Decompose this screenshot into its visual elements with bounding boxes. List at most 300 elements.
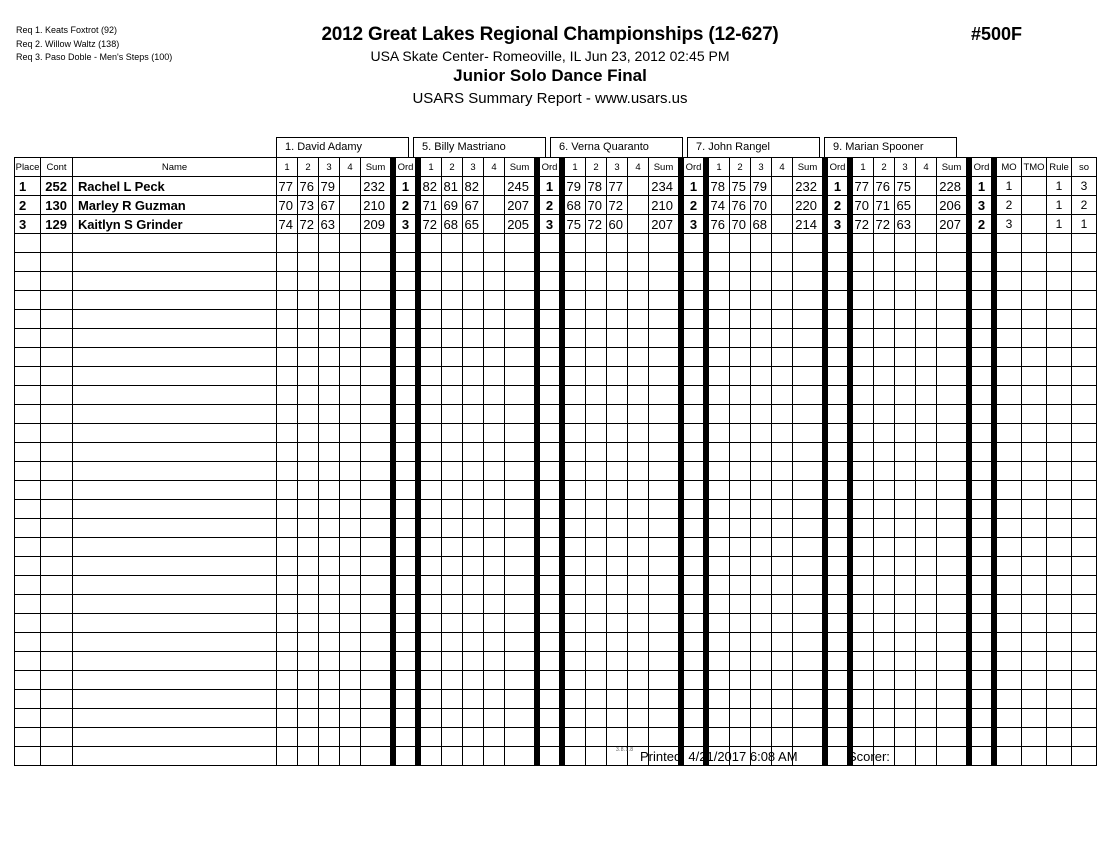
cell-empty: [463, 519, 484, 538]
cell-empty: [442, 234, 463, 253]
cell-empty: [751, 367, 772, 386]
cell-empty: [649, 310, 679, 329]
cell-empty: [340, 234, 361, 253]
cell-judge4-ord: 1: [828, 177, 848, 196]
cell-empty: [15, 405, 41, 424]
cell-empty: [772, 633, 793, 652]
table-row-empty: [15, 652, 1097, 671]
cell-empty: [1072, 595, 1097, 614]
cell-empty: [565, 424, 586, 443]
cell-empty: [442, 386, 463, 405]
cell-empty: [895, 728, 916, 747]
cell-empty: [505, 671, 535, 690]
table-row-empty: [15, 633, 1097, 652]
cell-empty: [298, 481, 319, 500]
cell-empty: [649, 652, 679, 671]
cell-empty: [828, 690, 848, 709]
cell-judge5-score2: 72: [874, 215, 895, 234]
cell-empty: [340, 405, 361, 424]
cell-empty: [298, 690, 319, 709]
cell-empty: [649, 633, 679, 652]
cell-empty: [997, 557, 1022, 576]
cell-empty: [319, 728, 340, 747]
cell-empty: [628, 443, 649, 462]
judge-name-band: [14, 137, 1044, 158]
cell-judge5-ord: 3: [972, 196, 992, 215]
cell-empty: [628, 234, 649, 253]
cell-empty: [853, 253, 874, 272]
cell-empty: [586, 462, 607, 481]
table-row-empty: [15, 272, 1097, 291]
cell-empty: [361, 405, 391, 424]
cell-empty: [540, 443, 560, 462]
cell-judge5-score4: [916, 215, 937, 234]
cell-empty: [853, 614, 874, 633]
cell-empty: [586, 576, 607, 595]
cell-empty: [997, 348, 1022, 367]
cell-empty: [895, 690, 916, 709]
cell-empty: [15, 671, 41, 690]
cell-empty: [442, 614, 463, 633]
cell-empty: [895, 747, 916, 766]
cell-empty: [505, 348, 535, 367]
cell-empty: [540, 253, 560, 272]
cell-judge3-score2: 70: [586, 196, 607, 215]
cell-empty: [73, 671, 277, 690]
cell-empty: [484, 500, 505, 519]
cell-judge3-score3: 77: [607, 177, 628, 196]
cell-empty: [793, 728, 823, 747]
cell-empty: [505, 576, 535, 595]
column-header-judge3-score3: 3: [607, 158, 628, 177]
cell-empty: [361, 424, 391, 443]
cell-empty: [396, 348, 416, 367]
cell-empty: [916, 234, 937, 253]
cell-empty: [41, 329, 73, 348]
cell-empty: [972, 595, 992, 614]
cell-empty: [298, 671, 319, 690]
cell-empty: [421, 367, 442, 386]
column-header-judge5-sum: Sum: [937, 158, 967, 177]
cell-empty: [319, 500, 340, 519]
cell-empty: [540, 652, 560, 671]
cell-empty: [565, 367, 586, 386]
cell-empty: [972, 272, 992, 291]
cell-empty: [874, 652, 895, 671]
cell-empty: [709, 424, 730, 443]
cell-judge3-score2: 72: [586, 215, 607, 234]
cell-empty: [895, 405, 916, 424]
cell-empty: [828, 405, 848, 424]
cell-empty: [442, 424, 463, 443]
cell-empty: [751, 462, 772, 481]
cell-empty: [607, 500, 628, 519]
cell-empty: [505, 310, 535, 329]
cell-empty: [1072, 348, 1097, 367]
cell-empty: [828, 595, 848, 614]
cell-empty: [1072, 747, 1097, 766]
cell-judge2-score2: 69: [442, 196, 463, 215]
cell-empty: [277, 367, 298, 386]
cell-empty: [874, 709, 895, 728]
cell-empty: [649, 671, 679, 690]
cell-empty: [463, 747, 484, 766]
column-header-judge5-score3: 3: [895, 158, 916, 177]
cell-empty: [484, 747, 505, 766]
cell-judge3-sum: 210: [649, 196, 679, 215]
cell-empty: [937, 747, 967, 766]
cell-empty: [628, 709, 649, 728]
cell-empty: [361, 234, 391, 253]
cell-empty: [895, 671, 916, 690]
cell-empty: [463, 329, 484, 348]
cell-empty: [73, 405, 277, 424]
cell-empty: [565, 253, 586, 272]
cell-empty: [319, 519, 340, 538]
cell-empty: [709, 500, 730, 519]
table-row-empty: [15, 234, 1097, 253]
cell-empty: [607, 481, 628, 500]
cell-empty: [421, 348, 442, 367]
cell-empty: [972, 633, 992, 652]
cell-judge3-score3: 72: [607, 196, 628, 215]
cell-empty: [484, 272, 505, 291]
cell-empty: [361, 253, 391, 272]
cell-empty: [484, 291, 505, 310]
cell-empty: [772, 386, 793, 405]
cell-empty: [361, 291, 391, 310]
cell-empty: [463, 538, 484, 557]
cell-empty: [1047, 424, 1072, 443]
cell-empty: [1047, 234, 1072, 253]
cell-empty: [277, 614, 298, 633]
cell-empty: [1072, 671, 1097, 690]
cell-empty: [937, 348, 967, 367]
cell-empty: [396, 519, 416, 538]
cell-empty: [1047, 538, 1072, 557]
cell-judge1-score4: [340, 196, 361, 215]
cell-empty: [772, 557, 793, 576]
cell-judge5-score1: 77: [853, 177, 874, 196]
cell-empty: [772, 538, 793, 557]
cell-empty: [1022, 253, 1047, 272]
cell-empty: [15, 443, 41, 462]
cell-empty: [628, 652, 649, 671]
cell-empty: [484, 234, 505, 253]
cell-empty: [361, 367, 391, 386]
cell-empty: [793, 329, 823, 348]
cell-empty: [607, 367, 628, 386]
cell-empty: [319, 310, 340, 329]
cell-empty: [73, 500, 277, 519]
cell-empty: [828, 234, 848, 253]
cell-empty: [997, 690, 1022, 709]
cell-empty: [607, 576, 628, 595]
cell-empty: [298, 424, 319, 443]
cell-empty: [684, 481, 704, 500]
cell-empty: [586, 633, 607, 652]
cell-empty: [540, 614, 560, 633]
cell-judge1-score4: [340, 215, 361, 234]
cell-empty: [793, 671, 823, 690]
cell-empty: [421, 386, 442, 405]
cell-empty: [484, 481, 505, 500]
cell-empty: [1047, 747, 1072, 766]
cell-empty: [649, 519, 679, 538]
cell-empty: [565, 576, 586, 595]
cell-empty: [916, 633, 937, 652]
cell-empty: [484, 709, 505, 728]
cell-empty: [793, 614, 823, 633]
cell-empty: [684, 500, 704, 519]
cell-judge3-score1: 68: [565, 196, 586, 215]
cell-empty: [730, 690, 751, 709]
cell-empty: [463, 386, 484, 405]
cell-empty: [565, 538, 586, 557]
cell-judge5-score1: 70: [853, 196, 874, 215]
cell-empty: [649, 253, 679, 272]
cell-empty: [463, 500, 484, 519]
table-row-empty: [15, 405, 1097, 424]
column-header-judge1-score3: 3: [319, 158, 340, 177]
cell-empty: [540, 462, 560, 481]
cell-empty: [793, 405, 823, 424]
cell-skater-name: Rachel L Peck: [73, 177, 277, 196]
cell-empty: [709, 291, 730, 310]
cell-empty: [361, 709, 391, 728]
cell-empty: [793, 234, 823, 253]
cell-empty: [730, 462, 751, 481]
cell-empty: [828, 652, 848, 671]
cell-empty: [751, 272, 772, 291]
table-row-empty: [15, 500, 1097, 519]
cell-empty: [484, 728, 505, 747]
cell-empty: [319, 633, 340, 652]
cell-empty: [895, 576, 916, 595]
cell-empty: [298, 386, 319, 405]
cell-empty: [916, 614, 937, 633]
cell-empty: [361, 310, 391, 329]
cell-empty: [972, 291, 992, 310]
cell-empty: [684, 443, 704, 462]
cell-empty: [277, 690, 298, 709]
cell-empty: [505, 595, 535, 614]
cell-empty: [895, 310, 916, 329]
cell-empty: [319, 253, 340, 272]
cell-empty: [772, 272, 793, 291]
cell-empty: [751, 443, 772, 462]
cell-empty: [277, 538, 298, 557]
cell-empty: [895, 633, 916, 652]
column-header-judge3-score1: 1: [565, 158, 586, 177]
cell-empty: [937, 595, 967, 614]
cell-empty: [772, 291, 793, 310]
cell-empty: [937, 291, 967, 310]
cell-judge5-score4: [916, 196, 937, 215]
cell-empty: [41, 728, 73, 747]
cell-empty: [277, 272, 298, 291]
cell-empty: [853, 500, 874, 519]
cell-empty: [997, 291, 1022, 310]
cell-empty: [751, 291, 772, 310]
cell-empty: [540, 291, 560, 310]
cell-empty: [396, 310, 416, 329]
cell-empty: [649, 405, 679, 424]
cell-empty: [730, 386, 751, 405]
cell-mo: 2: [997, 196, 1022, 215]
cell-empty: [442, 690, 463, 709]
cell-empty: [895, 253, 916, 272]
cell-empty: [730, 576, 751, 595]
cell-empty: [828, 747, 848, 766]
cell-empty: [793, 272, 823, 291]
cell-empty: [853, 690, 874, 709]
cell-empty: [277, 310, 298, 329]
cell-empty: [540, 367, 560, 386]
column-header-place: Place: [15, 158, 41, 177]
cell-empty: [463, 652, 484, 671]
cell-empty: [565, 386, 586, 405]
cell-contestant-number: 129: [41, 215, 73, 234]
cell-empty: [340, 443, 361, 462]
cell-empty: [586, 709, 607, 728]
cell-empty: [751, 519, 772, 538]
cell-empty: [442, 405, 463, 424]
cell-empty: [73, 557, 277, 576]
cell-empty: [41, 595, 73, 614]
cell-empty: [793, 481, 823, 500]
cell-empty: [916, 253, 937, 272]
cell-empty: [874, 272, 895, 291]
column-header-judge2-ord: Ord: [540, 158, 560, 177]
cell-empty: [684, 671, 704, 690]
cell-empty: [586, 424, 607, 443]
cell-empty: [361, 462, 391, 481]
cell-empty: [298, 291, 319, 310]
cell-empty: [340, 291, 361, 310]
cell-empty: [484, 367, 505, 386]
cell-empty: [772, 462, 793, 481]
cell-tmo: [1022, 196, 1047, 215]
cell-rule: 1: [1047, 215, 1072, 234]
cell-empty: [73, 348, 277, 367]
cell-empty: [565, 310, 586, 329]
cell-empty: [628, 253, 649, 272]
cell-empty: [396, 633, 416, 652]
cell-empty: [751, 690, 772, 709]
cell-empty: [709, 633, 730, 652]
cell-empty: [463, 595, 484, 614]
cell-empty: [937, 310, 967, 329]
cell-empty: [1022, 310, 1047, 329]
cell-empty: [730, 348, 751, 367]
cell-empty: [828, 519, 848, 538]
cell-empty: [730, 614, 751, 633]
cell-empty: [396, 614, 416, 633]
cell-judge4-score4: [772, 177, 793, 196]
cell-empty: [730, 329, 751, 348]
cell-empty: [505, 367, 535, 386]
cell-empty: [1072, 367, 1097, 386]
cell-empty: [937, 614, 967, 633]
cell-empty: [442, 671, 463, 690]
cell-empty: [540, 690, 560, 709]
cell-empty: [505, 424, 535, 443]
cell-empty: [793, 538, 823, 557]
cell-empty: [709, 652, 730, 671]
cell-so: 1: [1072, 215, 1097, 234]
cell-empty: [565, 728, 586, 747]
cell-empty: [874, 367, 895, 386]
cell-empty: [1022, 291, 1047, 310]
cell-empty: [853, 291, 874, 310]
cell-judge1-score1: 70: [277, 196, 298, 215]
cell-empty: [1072, 652, 1097, 671]
cell-empty: [684, 652, 704, 671]
cell-empty: [997, 728, 1022, 747]
cell-empty: [937, 367, 967, 386]
cell-empty: [396, 652, 416, 671]
cell-empty: [628, 405, 649, 424]
cell-judge5-score2: 71: [874, 196, 895, 215]
cell-empty: [41, 671, 73, 690]
cell-empty: [319, 557, 340, 576]
cell-empty: [463, 443, 484, 462]
cell-empty: [972, 481, 992, 500]
cell-empty: [442, 253, 463, 272]
cell-empty: [463, 348, 484, 367]
cell-empty: [15, 747, 41, 766]
cell-empty: [421, 481, 442, 500]
cell-empty: [709, 709, 730, 728]
cell-empty: [73, 291, 277, 310]
cell-empty: [709, 595, 730, 614]
cell-empty: [277, 348, 298, 367]
cell-empty: [565, 405, 586, 424]
cell-empty: [937, 690, 967, 709]
cell-empty: [361, 595, 391, 614]
cell-empty: [565, 234, 586, 253]
cell-empty: [421, 424, 442, 443]
cell-empty: [565, 633, 586, 652]
cell-judge2-score3: 82: [463, 177, 484, 196]
cell-empty: [73, 481, 277, 500]
cell-empty: [772, 709, 793, 728]
cell-empty: [874, 633, 895, 652]
cell-empty: [41, 481, 73, 500]
cell-empty: [684, 519, 704, 538]
cell-empty: [540, 272, 560, 291]
cell-empty: [565, 557, 586, 576]
cell-empty: [772, 519, 793, 538]
cell-empty: [937, 538, 967, 557]
cell-empty: [1047, 500, 1072, 519]
cell-empty: [340, 424, 361, 443]
cell-empty: [73, 462, 277, 481]
cell-empty: [997, 652, 1022, 671]
cell-empty: [730, 443, 751, 462]
cell-empty: [874, 462, 895, 481]
cell-empty: [41, 310, 73, 329]
cell-empty: [1072, 519, 1097, 538]
cell-empty: [937, 519, 967, 538]
cell-empty: [1047, 405, 1072, 424]
cell-empty: [997, 443, 1022, 462]
cell-contestant-number: 252: [41, 177, 73, 196]
cell-empty: [41, 386, 73, 405]
cell-judge4-ord: 2: [828, 196, 848, 215]
cell-empty: [340, 690, 361, 709]
